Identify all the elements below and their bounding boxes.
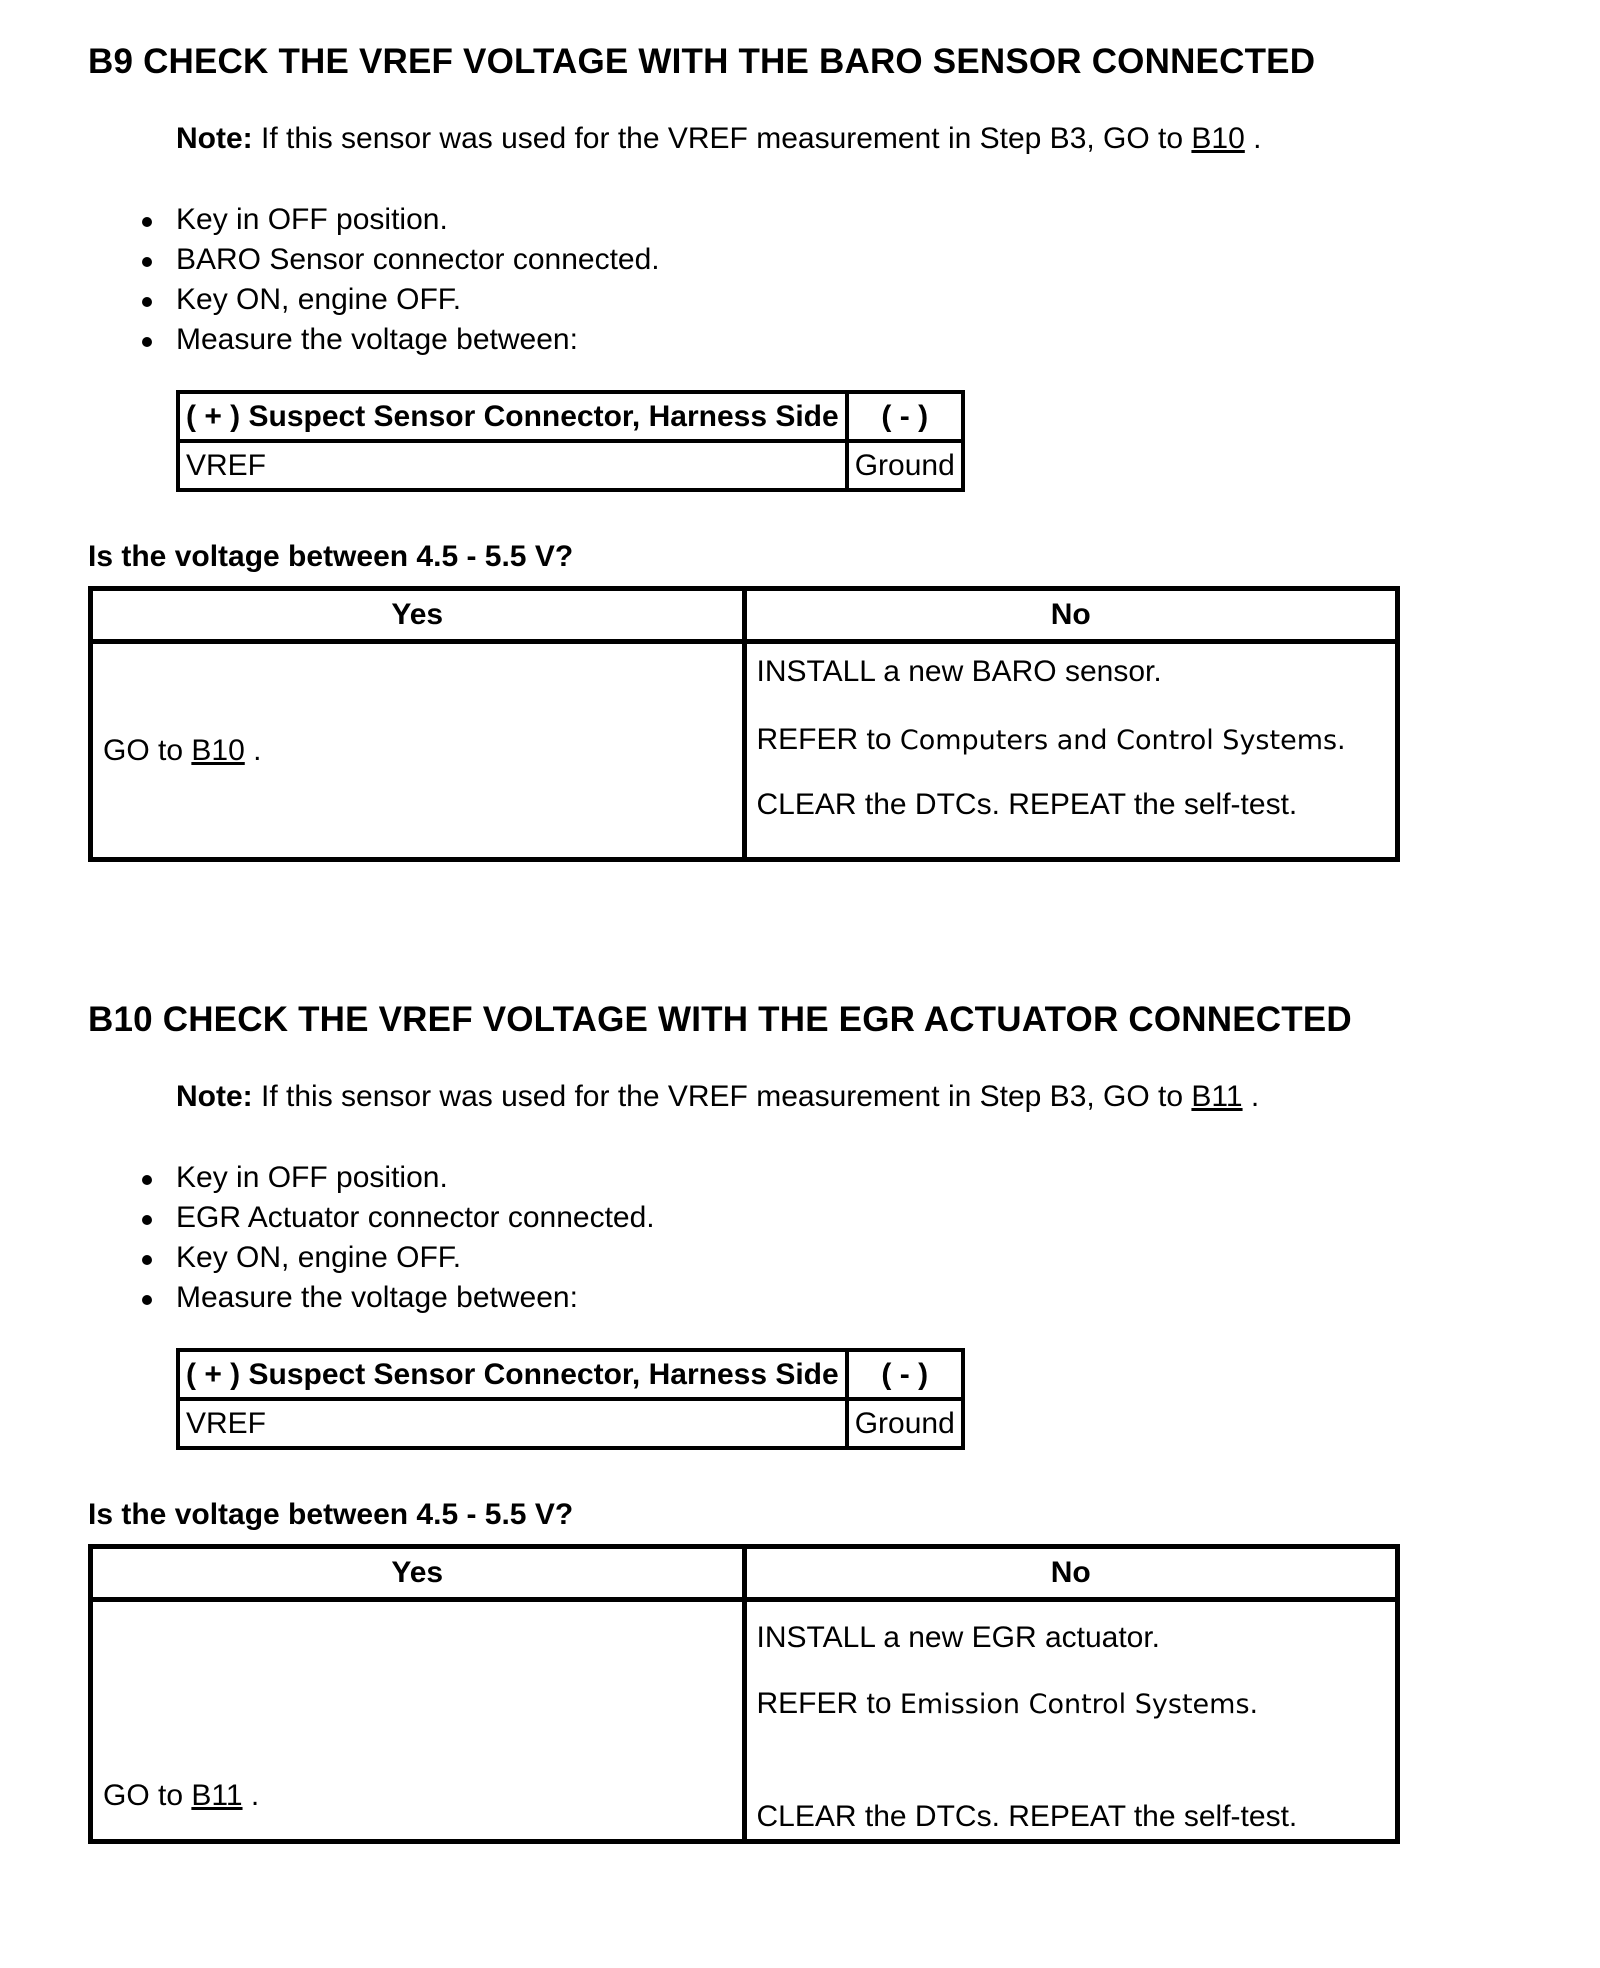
section-title: B10 CHECK THE VREF VOLTAGE WITH THE EGR ACTUATOR CONNECTED (88, 1000, 1352, 1039)
no-install: INSTALL a new EGR actuator. (756, 1621, 1161, 1654)
no-refer (757, 724, 1386, 757)
note-suffix: . (1250, 1080, 1260, 1113)
yes-no-table (88, 1544, 1400, 1844)
note (176, 122, 1262, 156)
note (176, 1080, 1259, 1114)
section-title: B9 CHECK THE VREF VOLTAGE WITH THE BARO SENSOR CONNECTED (88, 42, 1316, 81)
step-item: EGR Actuator connector connected. (140, 1198, 655, 1238)
yes-no-table (88, 586, 1400, 862)
question: Is the voltage between 4.5 - 5.5 V? (88, 540, 574, 573)
step-item: Key in OFF position. (140, 1158, 655, 1198)
step-item: Key in OFF position. (140, 200, 660, 240)
measure-value-minus: Ground (847, 441, 963, 490)
question: Is the voltage between 4.5 - 5.5 V? (88, 1498, 574, 1531)
yes-suffix: . (253, 733, 262, 767)
yes-header: Yes (91, 1547, 745, 1600)
yes-link-b10[interactable]: B10 (191, 733, 245, 767)
measure-value-plus: VREF (178, 441, 847, 490)
note-text: If this sensor was used for the VREF measurement in Step B3, GO to (261, 122, 1184, 155)
no-refer-label: REFER to (756, 723, 892, 756)
yes-cell (91, 1600, 745, 1842)
no-clear: CLEAR the DTCs. REPEAT the self-test. (756, 1800, 1298, 1833)
measure-header-minus: ( - ) (847, 392, 963, 441)
measurement-table (176, 1348, 965, 1450)
no-refer (757, 1688, 1386, 1721)
step-item: Key ON, engine OFF. (140, 1238, 655, 1278)
no-install: INSTALL a new BARO sensor. (756, 655, 1162, 688)
note-link-b11[interactable]: B11 (1191, 1080, 1243, 1113)
measurement-table (176, 390, 965, 492)
step-item: BARO Sensor connector connected. (140, 240, 660, 280)
note-label: Note: (176, 1080, 253, 1113)
step-item: Measure the voltage between: (140, 1278, 655, 1318)
yes-suffix: . (250, 1779, 260, 1812)
no-refer-label: REFER to (756, 1687, 892, 1720)
measure-value-minus: Ground (847, 1399, 963, 1448)
note-suffix: . (1253, 122, 1262, 155)
step-list (140, 200, 660, 360)
no-header: No (744, 1547, 1398, 1600)
note-text: If this sensor was used for the VREF measurement in Step B3, GO to (261, 1080, 1184, 1113)
yes-link-b11[interactable]: B11 (191, 1779, 243, 1812)
step-item: Key ON, engine OFF. (140, 280, 660, 320)
yes-text: GO to (103, 733, 184, 767)
step-item: Measure the voltage between: (140, 320, 660, 360)
yes-text: GO to (103, 1779, 184, 1812)
no-clear: CLEAR the DTCs. REPEAT the self-test. (756, 788, 1298, 821)
no-header: No (744, 589, 1398, 642)
measure-header-plus: ( + ) Suspect Sensor Connector, Harness Side (178, 1350, 847, 1399)
measure-header-plus: ( + ) Suspect Sensor Connector, Harness Side (178, 392, 847, 441)
step-list (140, 1158, 655, 1318)
no-refer-target[interactable]: Emission Control Systems. (899, 1689, 1259, 1720)
note-link-b10[interactable]: B10 (1191, 122, 1245, 155)
no-cell (744, 642, 1398, 860)
no-refer-target[interactable]: Computers and Control Systems. (899, 725, 1346, 756)
measure-header-minus: ( - ) (847, 1350, 963, 1399)
yes-cell (91, 642, 745, 860)
note-label: Note: (176, 122, 253, 155)
yes-header: Yes (91, 589, 745, 642)
measure-value-plus: VREF (178, 1399, 847, 1448)
no-cell (744, 1600, 1398, 1842)
